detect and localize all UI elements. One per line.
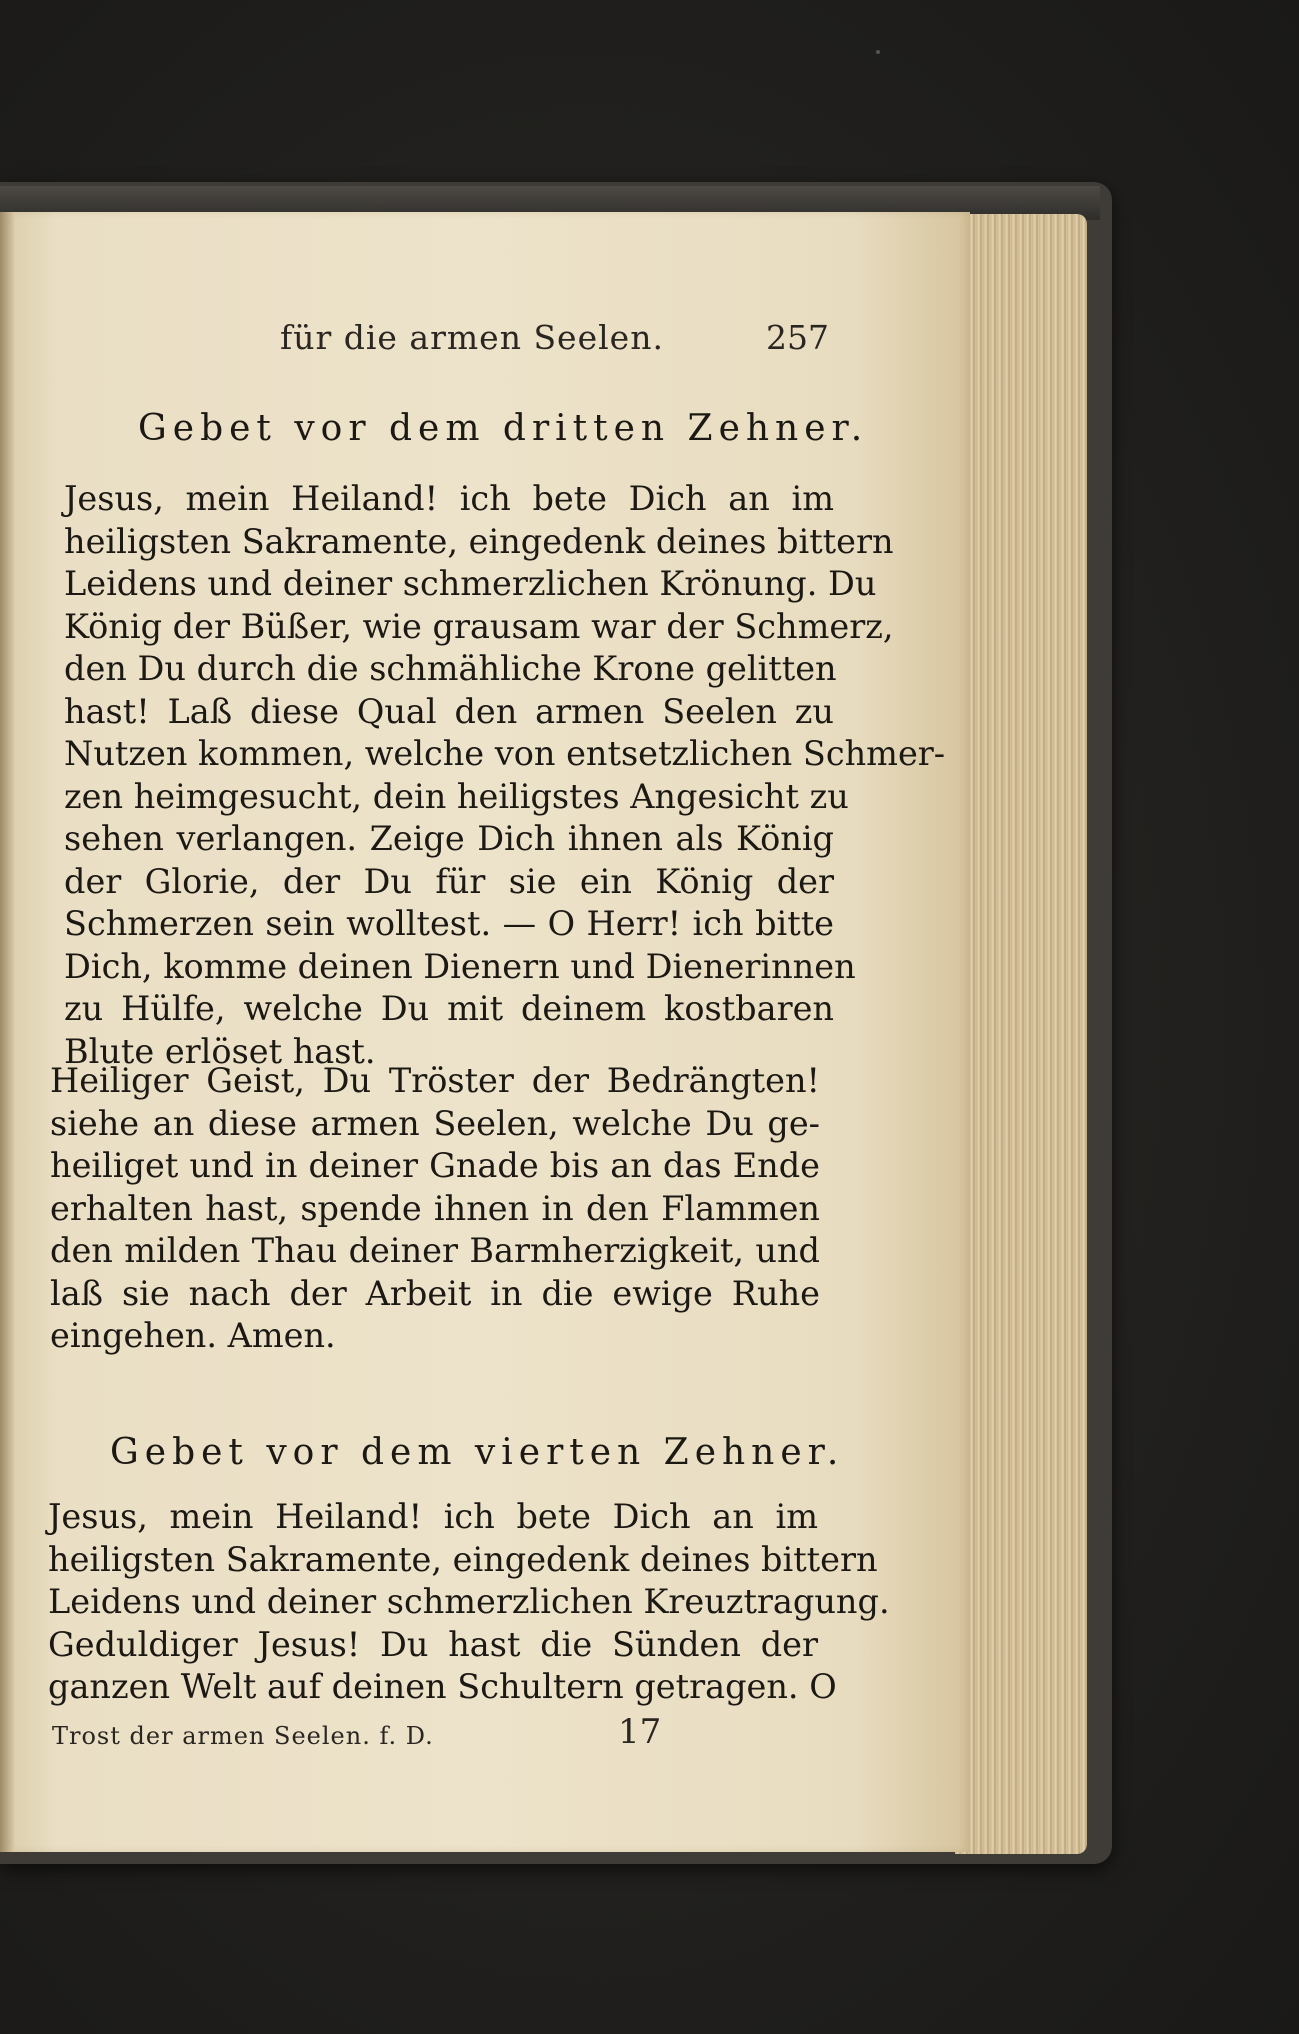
text-line: zen heimgesucht, dein heiligstes Angesicht zu <box>64 776 849 816</box>
text-line: Blute erlöset hast. <box>64 1031 376 1071</box>
prayer-paragraph-jesus-third <box>64 478 946 1073</box>
text-line: Dich, komme deinen Dienern und Dienerinnen <box>64 946 856 986</box>
dust-speck <box>876 50 880 54</box>
page-number: 257 <box>766 318 829 357</box>
text-line: heiligsten Sakramente, eingedenk deines bittern <box>48 1539 878 1579</box>
text-line: zu Hülfe, welche Du mit deinem kostbaren <box>64 989 834 1028</box>
text-line: sehen verlangen. Zeige Dich ihnen als König <box>64 819 834 858</box>
text-line: den Du durch die schmähliche Krone gelitten <box>64 649 837 688</box>
page-gutter <box>0 212 14 1852</box>
text-line: ganzen Welt auf deinen Schultern getragen. O <box>48 1667 837 1706</box>
text-line: Schmerzen sein wolltest. — O Herr! ich bitte <box>64 904 834 943</box>
section-heading-third-decade: Gebet vor dem dritten Zehner. <box>138 408 869 449</box>
text-line: König der Büßer, wie grausam war der Schmerz, <box>64 606 894 646</box>
text-line: erhalten hast, spende ihnen in den Flammen <box>50 1188 820 1228</box>
text-line: laß sie nach der Arbeit in die ewige Ruhe <box>50 1273 820 1313</box>
text-line: eingehen. Amen. <box>50 1316 336 1355</box>
text-line: heiligsten Sakramente, eingedenk deines bittern <box>64 521 894 561</box>
text-line: siehe an diese armen Seelen, welche Du ge- <box>50 1103 820 1143</box>
printer-signature: Trost der armen Seelen. f. D. <box>52 1722 434 1750</box>
section-heading-fourth-decade: Gebet vor dem vierten Zehner. <box>110 1432 845 1473</box>
text-line: hast! Laß diese Qual den armen Seelen zu <box>64 691 834 731</box>
text-line: Leidens und deiner schmerzlichen Kreuztragung. <box>48 1582 890 1621</box>
text-line: Jesus, mein Heiland! ich bete Dich an im <box>64 479 834 518</box>
text-line: den milden Thau deiner Barmherzigkeit, und <box>50 1231 820 1270</box>
text-line: Jesus, mein Heiland! ich bete Dich an im <box>48 1497 818 1536</box>
text-line: Nutzen kommen, welche von entsetzlichen Schmer- <box>64 734 946 773</box>
text-line: Leidens und deiner schmerzlichen Krönung. Du <box>64 564 877 603</box>
prayer-paragraph-jesus-fourth <box>48 1496 890 1709</box>
text-line: der Glorie, der Du für sie ein König der <box>64 861 834 901</box>
prayer-paragraph-holy-spirit <box>50 1060 820 1358</box>
running-head: für die armen Seelen. <box>280 318 664 357</box>
sheet-number: 17 <box>618 1712 662 1752</box>
page-edges <box>955 214 1087 1854</box>
text-line: heiliget und in deiner Gnade bis an das Ende <box>50 1146 820 1185</box>
text-line: Geduldiger Jesus! Du hast die Sünden der <box>48 1624 818 1664</box>
text-line: Heiliger Geist, Du Tröster der Bedrängten! <box>50 1061 820 1100</box>
